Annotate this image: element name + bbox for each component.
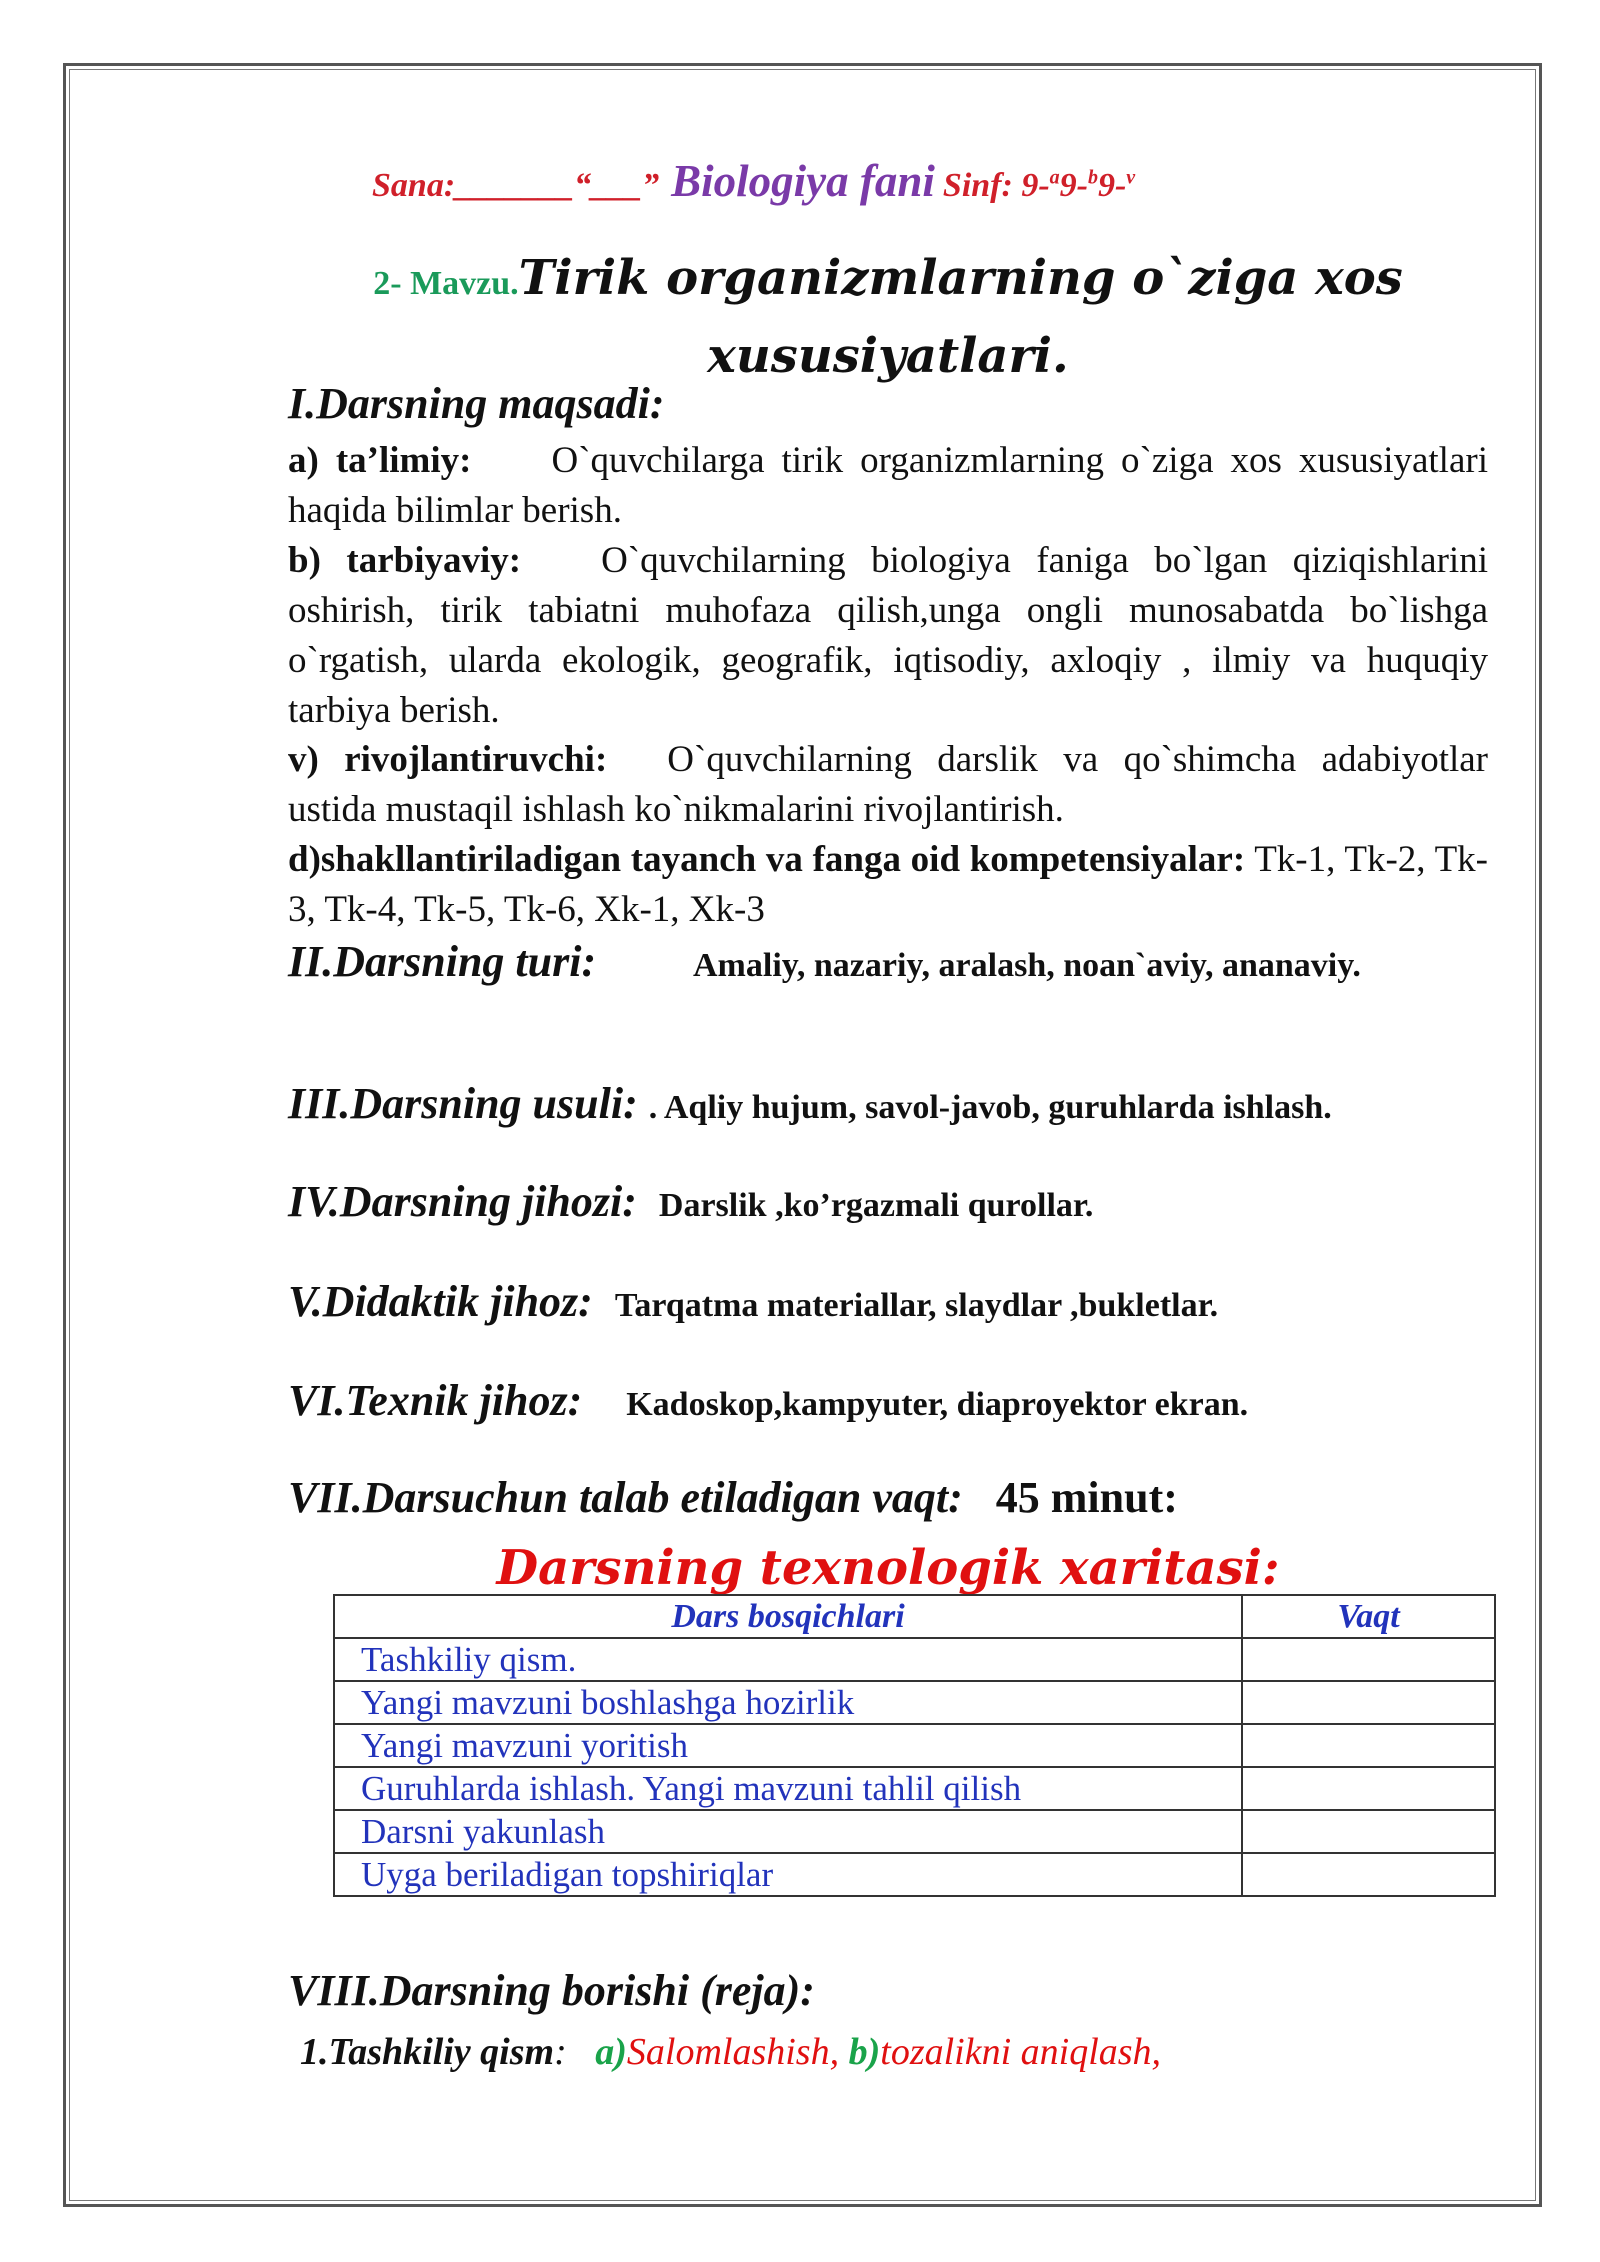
section-didactic (288, 1276, 1218, 1327)
section-plan-heading: VIII.Darsning borishi (reja): (288, 1966, 815, 2015)
plan-b-text: tozalikni aniqlash, (880, 2031, 1162, 2073)
table-row (334, 1810, 1495, 1853)
time-cell (1242, 1767, 1495, 1810)
table-row (334, 1638, 1495, 1681)
plan-item-label: 1.Tashkiliy qism (300, 2031, 555, 2073)
column-header-stages: Dars bosqichlari (334, 1595, 1242, 1638)
section-technical-heading: VI.Texnik jihoz: (288, 1376, 583, 1425)
time-cell (1242, 1853, 1495, 1896)
time-cell (1242, 1724, 1495, 1767)
plan-a-text: Salomlashish, (626, 2031, 840, 2073)
table-row (334, 1681, 1495, 1724)
goal-a-text: O`quvchilarga tirik organizmlarning o`ziga xos xususiyatlari haqida bilimlar berish. (288, 440, 1488, 531)
section-equipment (288, 1176, 1093, 1227)
section-type-heading: II.Darsning turi: (288, 937, 597, 986)
section-time-heading: VII.Darsuchun talab etiladigan vaqt: (288, 1473, 963, 1522)
section-equipment-heading: IV.Darsning jihozi: (288, 1177, 637, 1226)
topic-number: 2- Mavzu. (373, 265, 519, 302)
goal-v-text: O`quvchilarning darslik va qo`shimcha adabiyotlar ustida mustaqil ishlash ko`nikmalarini rivojlantirish. (288, 739, 1488, 830)
section-time (288, 1472, 1178, 1523)
section-method-heading: III.Darsning usuli: (288, 1079, 638, 1128)
tech-map-title: Darsning texnologik xaritasi: (496, 1540, 1280, 1596)
time-cell (1242, 1638, 1495, 1681)
goal-b-label: b) tarbiyaviy: (288, 540, 522, 581)
section-type-value-wrap (288, 942, 1488, 990)
stage-cell: Tashkiliy qism. (334, 1638, 1242, 1681)
time-cell (1242, 1810, 1495, 1853)
stage-cell: Darsni yakunlash (334, 1810, 1242, 1853)
header-line (372, 155, 1135, 207)
class-label: Sinf: 9-$^a$9-$^b$9-$^v$ (942, 166, 1136, 204)
section-didactic-value: Tarqatma materiallar, slaydlar ,bukletlar. (614, 1287, 1219, 1324)
plan-b-marker: b) (848, 2031, 881, 2073)
section-goals-heading: I.Darsning maqsadi: (288, 379, 665, 428)
column-header-time: Vaqt (1242, 1595, 1495, 1638)
table-row (334, 1767, 1495, 1810)
date-label: Sana:_______“___” (372, 167, 660, 204)
goal-d-label: d)shakllantiriladigan tayanch va fanga oid kompetensiyalar: (288, 839, 1246, 880)
stage-cell: Uyga beriladigan topshiriqlar (334, 1853, 1242, 1896)
stage-cell: Yangi mavzuni yoritish (334, 1724, 1242, 1767)
plan-a-marker: a) (595, 2031, 627, 2073)
stage-cell: Yangi mavzuni boshlashga hozirlik (334, 1681, 1242, 1724)
time-cell (1242, 1681, 1495, 1724)
table-row (334, 1724, 1495, 1767)
goal-v-label: v) rivojlantiruvchi: (288, 739, 608, 780)
section-method (288, 1078, 1332, 1129)
section-didactic-heading: V.Didaktik jihoz: (288, 1277, 593, 1326)
section-equipment-value: Darslik ,ko’rgazmali qurollar. (658, 1187, 1094, 1224)
table-header-row (334, 1595, 1495, 1638)
tech-map-table (333, 1594, 1496, 1897)
goal-b (288, 536, 1488, 736)
section-technical (288, 1375, 1248, 1426)
goal-b-text: O`quvchilarning biologiya faniga bo`lgan qiziqishlarini oshirish, tirik tabiatni muhofaza qilish,unga ongli munosabatda bo`lishga o`rgatish, ularda ekologik, geografik, iqtisodiy, axloqiy , ilmiy va huquqiy tarbiya berish. (288, 540, 1488, 731)
stage-cell: Guruhlarda ishlash. Yangi mavzuni tahlil qilish (334, 1767, 1242, 1810)
plan-item-1: 1.Tashkiliy qism: a)Salomlashish, b)tozalikni aniqlash, (300, 2031, 1162, 2073)
section-type-value: Amaliy, nazariy, aralash, noan`aviy, ananaviy. (693, 947, 1361, 984)
section-technical-value: Kadoskop,kampyuter, diaproyektor ekran. (626, 1386, 1249, 1423)
goal-a (288, 436, 1488, 536)
goal-v (288, 735, 1488, 835)
section-time-value: 45 minut: (995, 1473, 1178, 1522)
section-method-value: . Aqliy hujum, savol-javob, guruhlarda ishlash. (648, 1089, 1332, 1126)
topic-title: Tirik organizmlarning o`ziga xos xususiyatlari. (518, 250, 1403, 384)
goal-a-label: a) ta’limiy: (288, 440, 472, 481)
goal-d (288, 835, 1488, 935)
goal-d-text: Tk-1, Tk-2, Tk-3, Tk-4, Tk-5, Tk-6, Xk-1, Xk-3 (288, 839, 1489, 930)
subject-label: Biologiya fani (671, 156, 935, 206)
table-row (334, 1853, 1495, 1896)
